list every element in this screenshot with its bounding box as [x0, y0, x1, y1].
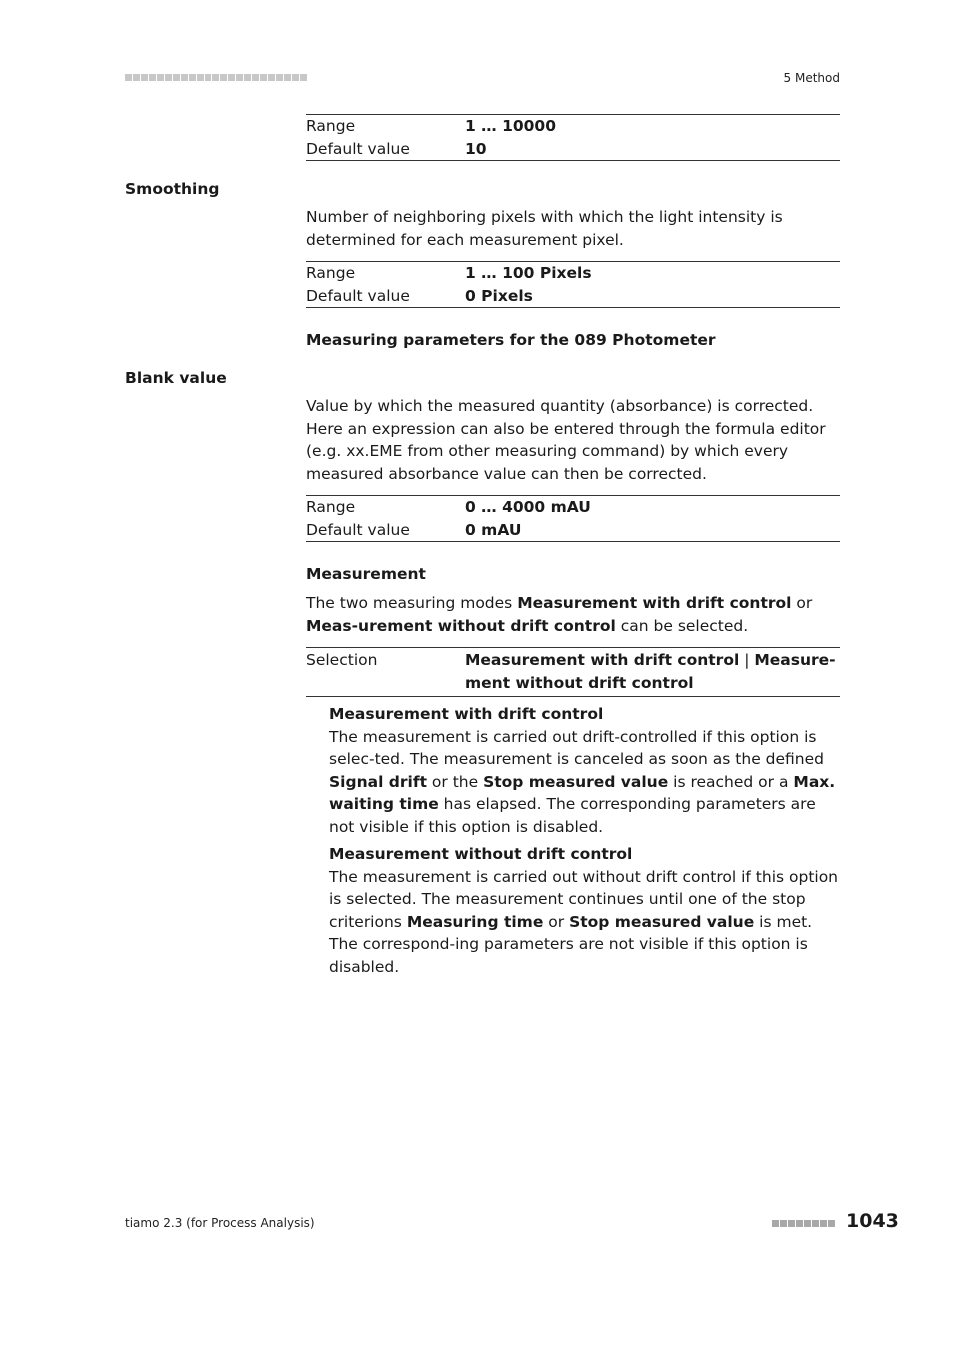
row-key: Range	[306, 264, 356, 282]
row-value: 0 mAU	[465, 520, 522, 539]
option-bold: Measuring time	[406, 912, 544, 931]
selection-option: Measure-ment without drift control	[465, 651, 836, 692]
smoothing-table	[306, 261, 840, 308]
blank-value-table	[306, 495, 840, 542]
option-bold: Stop measured value	[569, 912, 755, 931]
intro-text: or	[791, 594, 813, 612]
option-text: or the	[426, 772, 484, 791]
blank-value-description: Value by which the measured quantity (absorbance) is corrected. Here an expression can also be entered through the formula editor (e.g. xx.EME from other measuring command) by which every measured absorbance value can then be corrected.	[306, 397, 826, 483]
table-row	[306, 496, 840, 519]
header-section: 5 Method	[783, 71, 840, 85]
row-value: 1 … 100 Pixels	[465, 264, 592, 282]
table-row	[306, 262, 840, 285]
footer-product: tiamo 2.3 (for Process Analysis)	[125, 1216, 315, 1230]
parameter-table-top	[306, 114, 840, 161]
smoothing-description: Number of neighboring pixels with which the light intensity is determined for each measurement pixel.	[306, 208, 783, 249]
option-title: Measurement with drift control	[329, 705, 604, 723]
option-text: or	[543, 912, 570, 931]
selection-option: Measurement with drift control	[465, 651, 740, 669]
option-text: is reached or a	[668, 772, 794, 791]
option-text: is met. The correspond-ing parameters are not visible if this option is disabled.	[329, 912, 813, 976]
option-text: has elapsed. The corresponding parameters are not visible if this option is disabled.	[329, 795, 816, 836]
option-without-drift-control	[329, 843, 841, 979]
row-value: 10	[465, 139, 487, 158]
intro-bold: Meas-urement without drift control	[306, 616, 616, 635]
option-bold: Max. waiting time	[329, 772, 836, 814]
table-row	[306, 519, 840, 542]
table-row	[306, 115, 840, 138]
intro-bold: Measurement with drift control	[517, 594, 792, 612]
option-text: The measurement is carried out without drift control if this option is selected. The measurement continues until one of the stop criterions	[329, 867, 839, 931]
table-row	[306, 138, 840, 161]
option-title: Measurement without drift control	[329, 845, 633, 863]
option-bold: Signal drift	[329, 772, 427, 791]
row-key: Default value	[306, 286, 410, 305]
intro-text: can be selected.	[615, 616, 749, 635]
selection-key: Selection	[306, 651, 378, 669]
row-key: Range	[306, 498, 356, 516]
photometer-heading: Measuring parameters for the 089 Photometer	[306, 331, 716, 349]
row-value: 0 … 4000 mAU	[465, 498, 591, 516]
measurement-heading: Measurement	[306, 565, 426, 583]
selection-table	[306, 647, 840, 697]
header-decoration	[125, 74, 307, 82]
row-value: 0 Pixels	[465, 286, 533, 305]
option-description	[329, 866, 841, 979]
blank-value-title: Blank value	[125, 369, 227, 387]
selection-separator: |	[739, 651, 755, 669]
measurement-intro	[306, 592, 840, 637]
option-with-drift-control	[329, 703, 841, 839]
table-row	[306, 285, 840, 308]
row-key: Default value	[306, 520, 410, 539]
option-bold: Stop measured value	[483, 772, 669, 791]
row-value: 1 … 10000	[465, 117, 557, 135]
option-description	[329, 726, 841, 839]
row-key: Range	[306, 117, 356, 135]
selection-values	[465, 649, 840, 694]
intro-text: The two measuring modes	[306, 594, 518, 612]
row-key: Default value	[306, 139, 410, 158]
page-number: 1043	[846, 1210, 899, 1232]
smoothing-title: Smoothing	[125, 180, 220, 198]
option-text: The measurement is carried out drift-controlled if this option is selec-ted. The measurement is canceled as soon as the defined	[329, 727, 825, 769]
footer-decoration	[772, 1220, 840, 1228]
